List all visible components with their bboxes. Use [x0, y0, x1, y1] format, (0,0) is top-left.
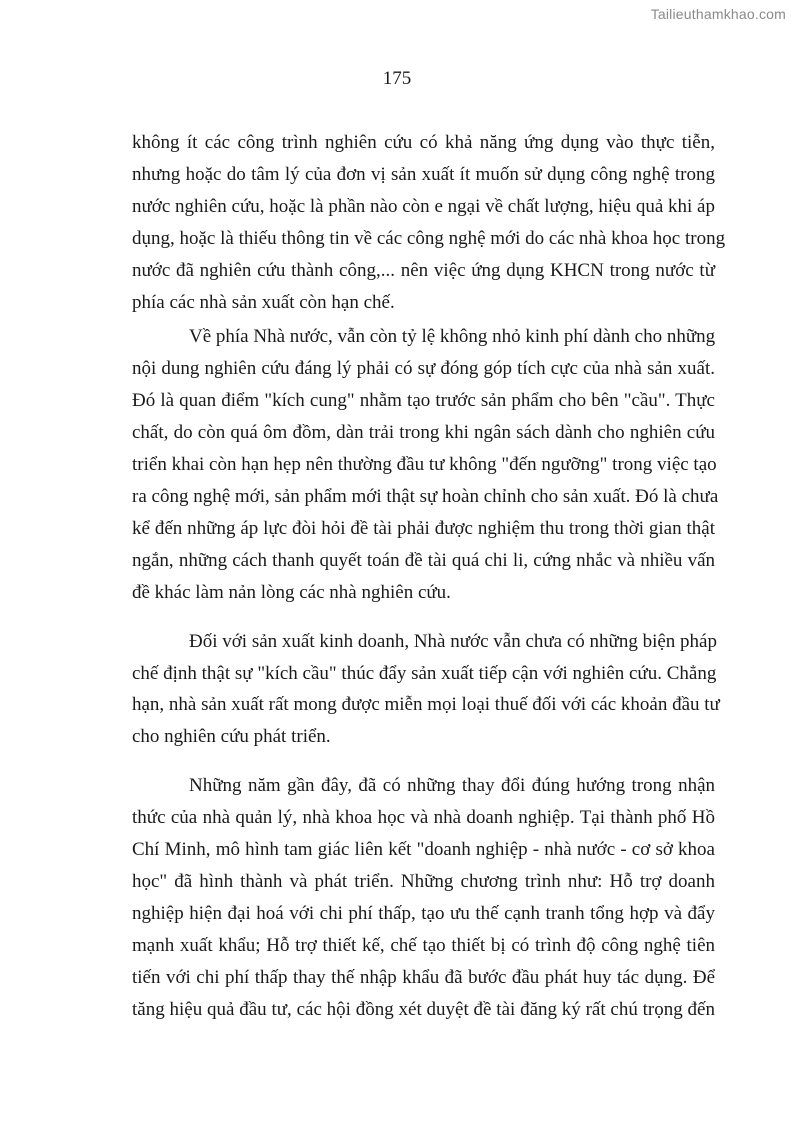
paragraph-3	[132, 626, 720, 754]
text-line: nước nghiên cứu, hoặc là phần nào còn e ngại về chất lượng, hiệu quả khi áp	[132, 195, 715, 217]
text-line: nước đã nghiên cứu thành công,... nên việc ứng dụng KHCN trong nước từ	[132, 259, 715, 281]
paragraph-1	[132, 127, 726, 318]
text-line: đề khác làm nản lòng các nhà nghiên cứu.	[132, 581, 451, 603]
paragraph-2	[132, 321, 719, 608]
text-line: thức của nhà quản lý, nhà khoa học và nhà doanh nghiệp. Tại thành phố Hồ	[132, 807, 715, 829]
text-line: ngắn, những cách thanh quyết toán đề tài quá chi li, cứng nhắc và nhiều vấn	[132, 549, 715, 571]
paragraph-4	[132, 770, 715, 1025]
text-line: Đối với sản xuất kinh doanh, Nhà nước vẫn chưa có những biện pháp	[189, 630, 717, 652]
text-line: tăng hiệu quả đầu tư, các hội đồng xét duyệt đề tài đăng ký rất chú trọng đến	[132, 998, 715, 1020]
text-line: Đó là quan điểm "kích cung" nhằm tạo trước sản phẩm cho bên "cầu". Thực	[132, 390, 715, 412]
watermark: Tailieuthamkhao.com	[650, 6, 786, 22]
page-number: 175	[382, 68, 412, 89]
text-line: không ít các công trình nghiên cứu có khả năng ứng dụng vào thực tiễn,	[132, 132, 715, 153]
text-line: nhưng hoặc do tâm lý của đơn vị sản xuất ít muốn sử dụng công nghệ trong	[132, 163, 715, 185]
text-line: ra công nghệ mới, sản phẩm mới thật sự hoàn chỉnh cho sản xuất. Đó là chưa	[132, 485, 719, 507]
text-line: chế định thật sự "kích cầu" thúc đẩy sản xuất tiếp cận với nghiên cứu. Chẳng	[132, 662, 717, 684]
text-line: nội dung nghiên cứu đáng lý phải có sự đóng góp tích cực của nhà sản xuất.	[132, 358, 715, 380]
text-line: hạn, nhà sản xuất rất mong được miễn mọi loại thuế đối với các khoản đầu tư	[132, 694, 720, 716]
text-line: Những năm gần đây, đã có những thay đổi đúng hướng trong nhận	[189, 775, 715, 797]
text-line: Về phía Nhà nước, vẫn còn tỷ lệ không nhỏ kinh phí dành cho những	[189, 326, 716, 348]
text-line: nghiệp hiện đại hoá với chi phí thấp, tạo ưu thế cạnh tranh tổng hợp và đẩy	[132, 902, 715, 924]
text-line: triển khai còn hạn hẹp nên thường đầu tư không "đến ngưỡng" trong việc tạo	[132, 454, 717, 476]
text-line: chất, do còn quá ôm đồm, dàn trải trong khi ngân sách dành cho nghiên cứu	[132, 422, 715, 444]
text-line: phía các nhà sản xuất còn hạn chế.	[132, 291, 395, 313]
text-line: tiến với chi phí thấp thay thế nhập khẩu đã bước đầu phát huy tác dụng. Để	[132, 966, 715, 988]
text-line: học" đã hình thành và phát triển. Những chương trình như: Hỗ trợ doanh	[132, 870, 715, 892]
text-line: cho nghiên cứu phát triển.	[132, 726, 331, 748]
body-text	[132, 127, 726, 1025]
text-line: mạnh xuất khẩu; Hỗ trợ thiết kế, chế tạo thiết bị có trình độ công nghệ tiên	[132, 934, 715, 956]
text-line: Chí Minh, mô hình tam giác liên kết "doanh nghiệp - nhà nước - cơ sở khoa	[132, 839, 715, 861]
text-line: kể đến những áp lực đòi hỏi đề tài phải được nghiệm thu trong thời gian thật	[132, 517, 715, 539]
text-line: dụng, hoặc là thiếu thông tin về các công nghệ mới do các nhà khoa học trong	[132, 227, 726, 249]
